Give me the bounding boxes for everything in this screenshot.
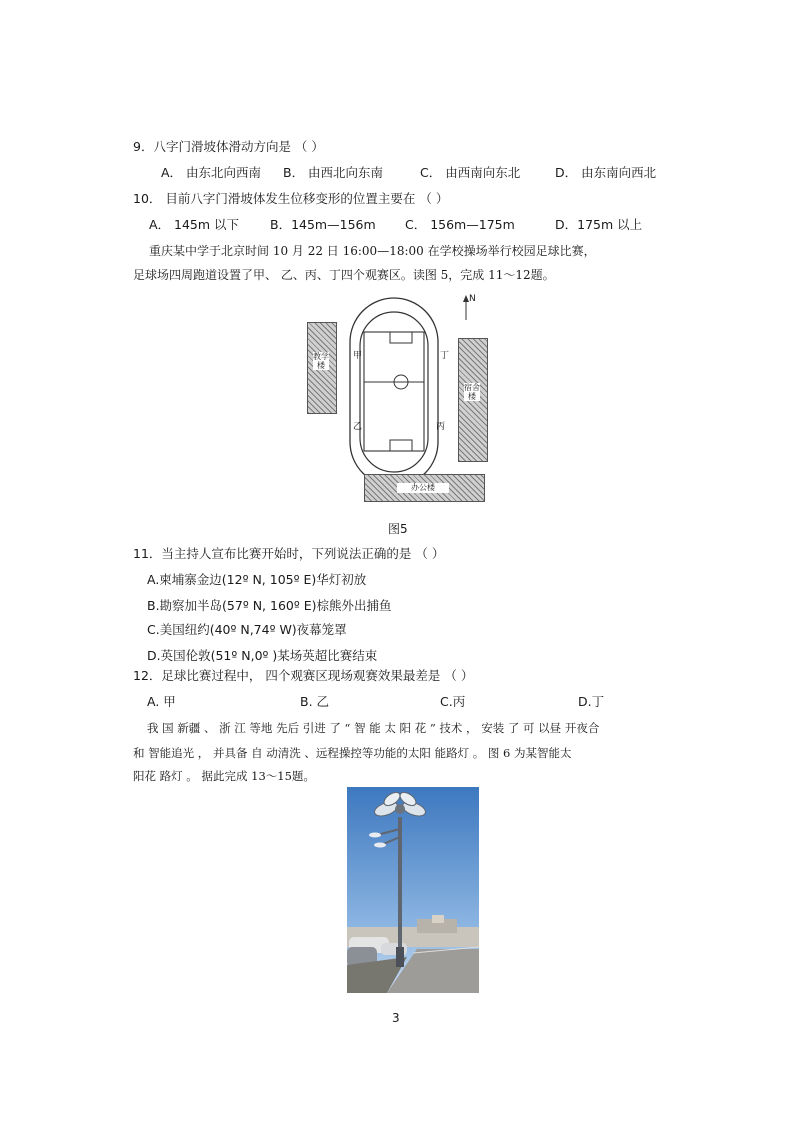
q10-stem: 10． 目前八字门滑坡体发生位移变形的位置主要在 （ ） bbox=[133, 191, 449, 206]
area-jia-label: 甲 bbox=[353, 351, 363, 361]
q10-option-b: B．145m—156m bbox=[270, 217, 376, 232]
q11-option-c: C.美国纽约(40º N,74º W)夜幕笼罩 bbox=[147, 622, 347, 637]
figure5-diagram bbox=[300, 290, 520, 510]
q9-option-d: D． 由东南向西北 bbox=[555, 165, 657, 180]
office-building bbox=[364, 474, 485, 502]
office-building-label: 办公楼 bbox=[397, 483, 449, 493]
teaching-building-label: 教学楼 bbox=[313, 352, 329, 370]
q10-option-d: D．175m 以上 bbox=[555, 217, 643, 232]
passage1-line1: 重庆某中学于北京时间 10 月 22 日 16:00—18:00 在学校操场举行校园足球比赛， bbox=[149, 244, 596, 258]
passage1-line2: 足球场四周跑道设置了甲、 乙、丙、丁四个观赛区。读图 5，完成 11～12题。 bbox=[133, 268, 555, 282]
q12-stem: 12．足球比赛过程中， 四个观赛区现场观赛效果最差是 （ ） bbox=[133, 668, 474, 683]
q11-stem: 11．当主持人宣布比赛开始时，下列说法正确的是 （ ） bbox=[133, 546, 445, 561]
passage2-line1: 我 国 新疆 、 浙 江 等地 先后 引进 了 “ 智 能 太 阳 花 ” 技术 ， 安装 了 可 以昼 开夜合 bbox=[147, 721, 600, 735]
passage2-line3: 阳花 路灯 。 据此完成 13～15题。 bbox=[133, 769, 315, 783]
q10-option-c: C． 156m—175m bbox=[405, 217, 515, 232]
area-bing-label: 丙 bbox=[436, 422, 446, 432]
q12-option-d: D.丁 bbox=[578, 694, 605, 709]
q9-option-b: B． 由西北向东南 bbox=[283, 165, 384, 180]
page-number: 3 bbox=[392, 1011, 400, 1025]
q12-option-a: A. 甲 bbox=[147, 694, 176, 709]
pitch bbox=[364, 332, 424, 451]
q11-option-d: D.英国伦敦(51º N,0º )某场英超比赛结束 bbox=[147, 648, 378, 663]
q11-option-b: B.勘察加半岛(57º N, 160º E)棕熊外出捕鱼 bbox=[147, 598, 392, 613]
q11-option-a: A.柬埔寨金边(12º N, 105º E)华灯初放 bbox=[147, 572, 367, 587]
area-ding-label: 丁 bbox=[440, 351, 450, 361]
q9-option-c: C． 由西南向东北 bbox=[420, 165, 521, 180]
figure5-caption: 图5 bbox=[388, 522, 408, 536]
q9-stem: 9．八字门滑坡体滑动方向是 （ ） bbox=[133, 139, 324, 154]
q12-option-b: B. 乙 bbox=[300, 694, 330, 709]
area-yi-label: 乙 bbox=[353, 422, 363, 432]
q9-option-a: A． 由东北向西南 bbox=[161, 165, 262, 180]
q10-option-a: A． 145m 以下 bbox=[149, 217, 240, 232]
teaching-building bbox=[307, 322, 337, 414]
passage2-line2: 和 智能追光 ， 并具备 自 动清洗 、远程操控等功能的太阳 能路灯 。 图 6 为某智能太 bbox=[133, 746, 572, 760]
north-label: N bbox=[469, 294, 476, 304]
dormitory-label: 宿舍楼 bbox=[464, 383, 480, 401]
figure6-photo bbox=[347, 787, 479, 993]
dormitory-building bbox=[458, 338, 488, 462]
q12-option-c: C.丙 bbox=[440, 694, 466, 709]
